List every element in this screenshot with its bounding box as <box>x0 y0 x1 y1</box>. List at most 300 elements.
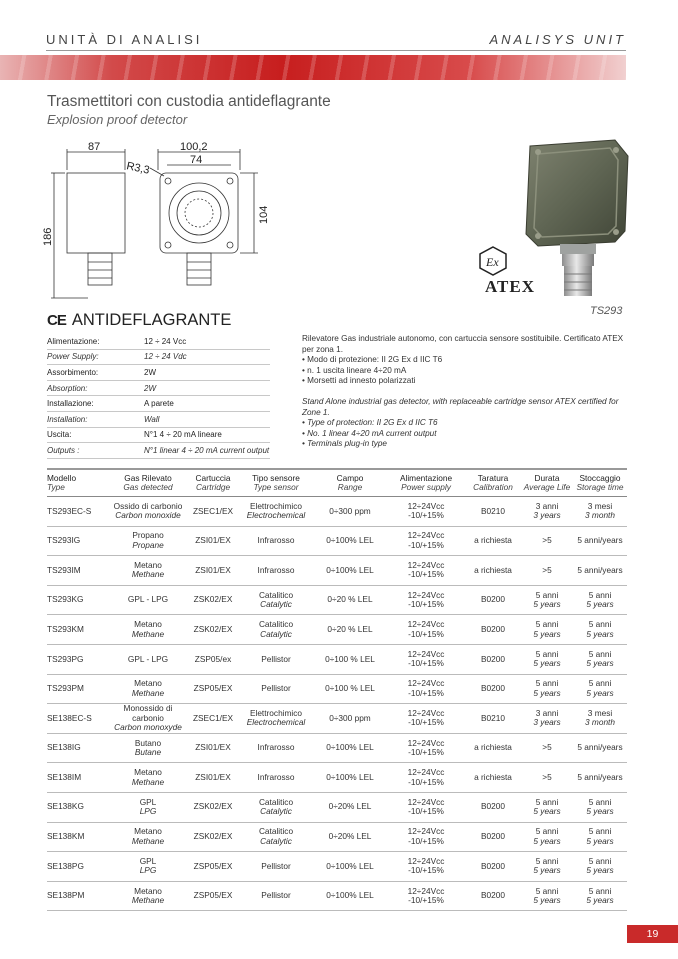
cell-range: 0÷100% LEL <box>326 890 374 901</box>
cell-cart: ZSI01/EX <box>195 535 231 546</box>
table-cell <box>387 852 465 882</box>
cell-stor-en: 5 years <box>586 658 614 669</box>
cell-gas-it: GPL - LPG <box>127 594 169 605</box>
cell-pow2: -10/+15% <box>408 658 444 669</box>
spec-value: 2W <box>144 367 156 377</box>
cell-range: 0÷100% LEL <box>326 742 374 753</box>
table-cell <box>387 881 465 911</box>
table-cell <box>187 556 239 586</box>
table-cell <box>313 615 387 645</box>
table-cell <box>521 526 573 556</box>
table-cell <box>465 497 521 527</box>
cell-model: TS293PM <box>47 683 84 694</box>
table-cell <box>239 852 313 882</box>
cell-gas-en: Carbon monoxyde <box>114 722 182 733</box>
table-cell <box>573 674 627 704</box>
table-row <box>47 644 627 674</box>
table-cell <box>109 733 187 763</box>
column-header-it: Durata <box>534 472 560 483</box>
table-cell <box>47 852 109 882</box>
cell-pow2: -10/+15% <box>408 539 444 550</box>
table-cell <box>387 497 465 527</box>
table-row <box>47 704 627 734</box>
cell-model: TS293IM <box>47 564 81 575</box>
cell-life-en: 5 years <box>533 865 561 876</box>
table-cell <box>109 763 187 793</box>
table-cell <box>187 881 239 911</box>
page-title: Trasmettitori con custodia antideflagrante <box>47 93 331 110</box>
table-cell <box>573 881 627 911</box>
spec-value: 12 ÷ 24 Vcc <box>144 336 187 346</box>
table-cell <box>239 556 313 586</box>
spec-value: A parete <box>144 399 174 409</box>
cell-gas-it: Metano <box>134 826 162 837</box>
table-cell <box>387 526 465 556</box>
description-italian <box>302 334 627 387</box>
cell-gas-it: Butano <box>134 737 162 748</box>
table-cell <box>573 733 627 763</box>
cell-life-en: 5 years <box>533 687 561 698</box>
spec-key: Uscita: <box>47 430 72 440</box>
cell-cal: B0200 <box>481 801 505 812</box>
cell-range: 0÷100% LEL <box>326 564 374 575</box>
spec-row <box>47 443 270 459</box>
spec-row <box>47 350 270 366</box>
table-cell <box>313 763 387 793</box>
table-cell <box>573 852 627 882</box>
cell-cart: ZSI01/EX <box>195 564 231 575</box>
cell-cal: a richiesta <box>474 535 512 546</box>
table-cell <box>313 526 387 556</box>
table-cell <box>239 644 313 674</box>
ce-mark-icon: CE <box>47 312 66 329</box>
cell-life-it: 5 anni <box>535 796 559 807</box>
table-cell <box>465 822 521 852</box>
cell-cal: B0200 <box>481 890 505 901</box>
table-cell <box>239 822 313 852</box>
cell-cal: a richiesta <box>474 564 512 575</box>
cell-pow2: -10/+15% <box>408 569 444 580</box>
header-section-it: UNITÀ DI ANALISI <box>46 32 203 47</box>
table-cell <box>313 822 387 852</box>
table-cell <box>187 704 239 734</box>
cell-sens-it: Infrarosso <box>257 742 295 753</box>
table-cell <box>521 644 573 674</box>
table-row <box>47 585 627 615</box>
desc-it-bullet: • n. 1 uscita lineare 4÷20 mA <box>302 365 407 375</box>
cell-stor-it: 3 mesi <box>587 500 613 511</box>
spec-table <box>47 334 270 459</box>
cell-model: TS293EC-S <box>47 505 92 516</box>
cell-gas-it: Metano <box>134 678 162 689</box>
cell-stor-it: 5 anni/years <box>577 535 623 546</box>
cell-cal: B0200 <box>481 683 505 694</box>
table-cell <box>313 852 387 882</box>
dim-87: 87 <box>88 141 101 153</box>
cell-pow2: -10/+15% <box>408 510 444 521</box>
section-heading <box>47 311 231 330</box>
table-cell <box>521 792 573 822</box>
header-section-en: ANALISYS UNIT <box>489 32 626 47</box>
cell-life-it: >5 <box>542 771 552 782</box>
cell-sens-it: Pellistor <box>261 860 291 871</box>
column-header <box>239 469 313 497</box>
spec-value: 2W <box>144 383 156 393</box>
cell-life-it: >5 <box>542 564 552 575</box>
column-header <box>47 469 109 497</box>
cell-range: 0÷100 % LEL <box>325 653 375 664</box>
cell-pow1: 12÷24Vcc <box>407 648 445 659</box>
table-cell <box>521 615 573 645</box>
cell-life-it: 5 anni <box>535 826 559 837</box>
table-cell <box>465 644 521 674</box>
cell-range: 0÷300 ppm <box>329 505 371 516</box>
table-cell <box>239 792 313 822</box>
spec-value: Wall <box>144 414 160 424</box>
table-cell <box>465 733 521 763</box>
section-title: ANTIDEFLAGRANTE <box>71 311 232 329</box>
cell-gas-en: Methane <box>131 628 165 639</box>
cell-sens-en: Catalytic <box>260 835 292 846</box>
cell-stor-en: 5 years <box>586 599 614 610</box>
cell-pow2: -10/+15% <box>408 599 444 610</box>
table-cell <box>47 644 109 674</box>
cell-gas-en: LPG <box>139 806 157 817</box>
cell-cart: ZSP05/EX <box>193 860 233 871</box>
spec-value: 12 ÷ 24 Vdc <box>144 352 187 362</box>
cell-model: TS293KG <box>47 594 84 605</box>
cell-range: 0÷100 % LEL <box>325 683 375 694</box>
table-cell <box>573 792 627 822</box>
cell-range: 0÷20% LEL <box>328 831 372 842</box>
table-row <box>47 852 627 882</box>
cell-stor-en: 5 years <box>586 835 614 846</box>
cell-stor-it: 5 anni <box>588 619 612 630</box>
cell-sens-it: Infrarosso <box>257 535 295 546</box>
cell-life-it: 5 anni <box>535 678 559 689</box>
cell-cal: B0200 <box>481 594 505 605</box>
cell-life-en: 3 years <box>533 717 561 728</box>
spec-key: Assorbimento: <box>47 367 99 377</box>
column-header <box>521 469 573 497</box>
cell-model: TS293IG <box>47 535 81 546</box>
dim-100: 100,2 <box>180 141 208 153</box>
cell-gas-it: Ossido di carbonio <box>113 500 183 511</box>
cell-stor-en: 3 month <box>585 510 615 521</box>
cell-stor-it: 5 anni <box>588 648 612 659</box>
cell-cart: ZSP05/EX <box>193 890 233 901</box>
table-cell <box>573 644 627 674</box>
column-header <box>109 469 187 497</box>
cell-stor-it: 5 anni <box>588 855 612 866</box>
column-header <box>187 469 239 497</box>
table-cell <box>47 526 109 556</box>
cell-stor-it: 5 anni <box>588 678 612 689</box>
table-cell <box>239 763 313 793</box>
column-header-it: Campo <box>336 472 364 483</box>
cell-model: SE138PG <box>47 860 84 871</box>
table-cell <box>187 526 239 556</box>
cell-pow2: -10/+15% <box>408 806 444 817</box>
cell-pow2: -10/+15% <box>408 717 444 728</box>
cell-cart: ZSP05/ex <box>194 653 232 664</box>
table-row <box>47 615 627 645</box>
cell-model: TS293PG <box>47 653 84 664</box>
table-cell <box>239 881 313 911</box>
table-cell <box>187 615 239 645</box>
spec-row <box>47 428 270 444</box>
table-cell <box>47 556 109 586</box>
spec-key: Power Supply: <box>47 352 99 362</box>
cell-sens-it: Catalitico <box>258 826 294 837</box>
cell-pow2: -10/+15% <box>408 776 444 787</box>
cell-gas-en: Methane <box>131 776 165 787</box>
table-cell <box>109 497 187 527</box>
cell-cart: ZSI01/EX <box>195 771 231 782</box>
table-cell <box>109 674 187 704</box>
cell-stor-it: 5 anni <box>588 589 612 600</box>
cell-stor-it: 5 anni <box>588 885 612 896</box>
table-cell <box>109 792 187 822</box>
table-cell <box>521 822 573 852</box>
spec-key: Alimentazione: <box>47 336 100 346</box>
table-cell <box>313 644 387 674</box>
cell-sens-it: Pellistor <box>261 683 291 694</box>
cell-gas-it: Metano <box>134 559 162 570</box>
table-cell <box>239 615 313 645</box>
table-cell <box>387 792 465 822</box>
cell-life-it: 5 anni <box>535 589 559 600</box>
cell-gas-it: Metano <box>134 619 162 630</box>
column-header <box>313 469 387 497</box>
table-cell <box>109 556 187 586</box>
cell-stor-en: 5 years <box>586 865 614 876</box>
table-cell <box>187 644 239 674</box>
column-header-en: Storage time <box>576 482 624 492</box>
spec-key: Outputs : <box>47 445 80 455</box>
cell-stor-it: 5 anni <box>588 796 612 807</box>
table-cell <box>387 822 465 852</box>
cell-sens-it: Infrarosso <box>257 564 295 575</box>
cell-gas-it: Metano <box>134 767 162 778</box>
cell-pow1: 12÷24Vcc <box>407 619 445 630</box>
table-cell <box>47 704 109 734</box>
table-cell <box>313 556 387 586</box>
cell-life-en: 3 years <box>533 510 561 521</box>
table-cell <box>313 792 387 822</box>
cell-stor-it: 3 mesi <box>587 707 613 718</box>
cell-pow1: 12÷24Vcc <box>407 589 445 600</box>
table-cell <box>109 615 187 645</box>
table-cell <box>387 556 465 586</box>
cell-sens-it: Elettrochimico <box>249 500 303 511</box>
cell-cart: ZSK02/EX <box>193 831 233 842</box>
table-cell <box>521 852 573 882</box>
table-cell <box>313 497 387 527</box>
ex-hexagon-icon <box>478 246 508 276</box>
cell-range: 0÷20% LEL <box>328 801 372 812</box>
table-cell <box>47 733 109 763</box>
cell-pow1: 12÷24Vcc <box>407 796 445 807</box>
table-row <box>47 526 627 556</box>
cell-sens-it: Catalitico <box>258 589 294 600</box>
table-cell <box>387 615 465 645</box>
spec-key: Installation: <box>47 414 88 424</box>
cell-cal: B0210 <box>481 505 505 516</box>
table-cell <box>239 497 313 527</box>
table-row <box>47 674 627 704</box>
table-cell <box>109 585 187 615</box>
cell-life-it: >5 <box>542 742 552 753</box>
desc-en-bullet: • Terminals plug-in type <box>302 439 387 448</box>
table-cell <box>47 881 109 911</box>
desc-it-bullet: • Morsetti ad innesto polarizzati <box>302 376 416 385</box>
table-cell <box>521 763 573 793</box>
table-cell <box>387 733 465 763</box>
cell-model: SE138IG <box>47 742 81 753</box>
column-header <box>387 469 465 497</box>
spec-row <box>47 365 270 381</box>
cell-stor-it: 5 anni/years <box>577 742 623 753</box>
spec-key: Absorption: <box>47 383 88 393</box>
cell-life-it: 3 anni <box>535 707 559 718</box>
dim-104: 104 <box>258 205 270 224</box>
cell-life-it: 5 anni <box>535 855 559 866</box>
table-cell <box>47 792 109 822</box>
dim-74: 74 <box>190 154 203 166</box>
cell-stor-it: 5 anni <box>588 826 612 837</box>
product-table <box>47 468 627 911</box>
table-cell <box>573 585 627 615</box>
column-header <box>465 469 521 497</box>
table-cell <box>573 822 627 852</box>
cell-gas-en: Propane <box>132 539 164 550</box>
column-header-en: Range <box>337 482 363 492</box>
cell-life-en: 5 years <box>533 806 561 817</box>
cell-cart: ZSI01/EX <box>195 742 231 753</box>
cell-gas-en: Butane <box>134 747 162 758</box>
table-cell <box>187 733 239 763</box>
table-cell <box>465 556 521 586</box>
cell-cal: B0200 <box>481 653 505 664</box>
spec-key: Installazione: <box>47 399 94 409</box>
column-header-it: Tipo sensore <box>252 472 300 483</box>
table-cell <box>313 733 387 763</box>
table-row <box>47 733 627 763</box>
description-english <box>302 397 627 450</box>
cell-life-en: 5 years <box>533 835 561 846</box>
table-cell <box>387 763 465 793</box>
cell-pow1: 12÷24Vcc <box>407 767 445 778</box>
spec-row <box>47 412 270 428</box>
cell-life-it: 3 anni <box>535 500 559 511</box>
table-cell <box>521 881 573 911</box>
cell-life-it: >5 <box>542 535 552 546</box>
table-row <box>47 556 627 586</box>
column-header-en: Type sensor <box>253 482 299 492</box>
table-cell <box>109 881 187 911</box>
ex-mark-text: Ex <box>486 255 499 269</box>
table-cell <box>187 763 239 793</box>
table-row <box>47 822 627 852</box>
cell-sens-it: Pellistor <box>261 890 291 901</box>
dim-r33: R3,3 <box>125 160 151 177</box>
cell-life-it: 5 anni <box>535 619 559 630</box>
cell-pow1: 12÷24Vcc <box>407 678 445 689</box>
cell-sens-it: Catalitico <box>258 796 294 807</box>
cell-cal: a richiesta <box>474 742 512 753</box>
table-cell <box>313 674 387 704</box>
cell-pow1: 12÷24Vcc <box>407 737 445 748</box>
table-cell <box>187 822 239 852</box>
cell-gas-en: Methane <box>131 895 165 906</box>
cell-cart: ZSEC1/EX <box>192 712 234 723</box>
cell-stor-en: 5 years <box>586 687 614 698</box>
table-cell <box>465 526 521 556</box>
product-model-label: TS293 <box>590 305 623 317</box>
column-header-en: Type <box>47 482 65 492</box>
page-subtitle: Explosion proof detector <box>47 112 188 127</box>
cell-range: 0÷100% LEL <box>326 535 374 546</box>
table-cell <box>47 615 109 645</box>
cell-sens-en: Catalytic <box>260 628 292 639</box>
table-cell <box>521 585 573 615</box>
column-header <box>573 469 627 497</box>
cell-sens-en: Electrochemical <box>246 510 306 521</box>
table-cell <box>465 585 521 615</box>
table-cell <box>47 674 109 704</box>
column-header-en: Calibration <box>473 482 513 492</box>
column-header-en: Cartridge <box>195 482 231 492</box>
table-row <box>47 763 627 793</box>
table-cell <box>465 704 521 734</box>
decorative-red-band <box>0 55 626 80</box>
table-cell <box>313 881 387 911</box>
table-cell <box>109 822 187 852</box>
cell-range: 0÷100% LEL <box>326 771 374 782</box>
cell-range: 0÷300 ppm <box>329 712 371 723</box>
cell-gas-it: GPL - LPG <box>127 653 169 664</box>
table-cell <box>387 674 465 704</box>
table-cell <box>109 526 187 556</box>
cell-pow1: 12÷24Vcc <box>407 855 445 866</box>
desc-en-bullet: • Type of protection: II 2G Ex d IIC T6 <box>302 418 438 427</box>
cell-stor-it: 5 anni/years <box>577 564 623 575</box>
cell-pow1: 12÷24Vcc <box>407 500 445 511</box>
desc-it-intro: Rilevatore Gas industriale autonomo, con cartuccia sensore sostituibile. Certificato ATEX per zona 1. <box>302 334 624 354</box>
cell-gas-it: Monossido di carbonio <box>123 703 173 723</box>
column-header-it: Alimentazione <box>399 472 453 483</box>
column-header-it: Stoccaggio <box>579 472 621 483</box>
table-cell <box>109 704 187 734</box>
cell-pow2: -10/+15% <box>408 687 444 698</box>
table-cell <box>573 556 627 586</box>
spec-row <box>47 396 270 412</box>
table-cell <box>47 763 109 793</box>
cell-pow2: -10/+15% <box>408 835 444 846</box>
desc-it-bullet: • Modo di protezione: II 2G Ex d IIC T6 <box>302 355 443 364</box>
table-row <box>47 497 627 527</box>
table-row <box>47 792 627 822</box>
cell-pow1: 12÷24Vcc <box>407 559 445 570</box>
cell-sens-it: Infrarosso <box>257 771 295 782</box>
column-header-it: Cartuccia <box>195 472 231 483</box>
table-cell <box>187 585 239 615</box>
cell-life-en: 5 years <box>533 658 561 669</box>
cell-cart: ZSK02/EX <box>193 623 233 634</box>
cell-cal: a richiesta <box>474 771 512 782</box>
cell-cal: B0200 <box>481 860 505 871</box>
